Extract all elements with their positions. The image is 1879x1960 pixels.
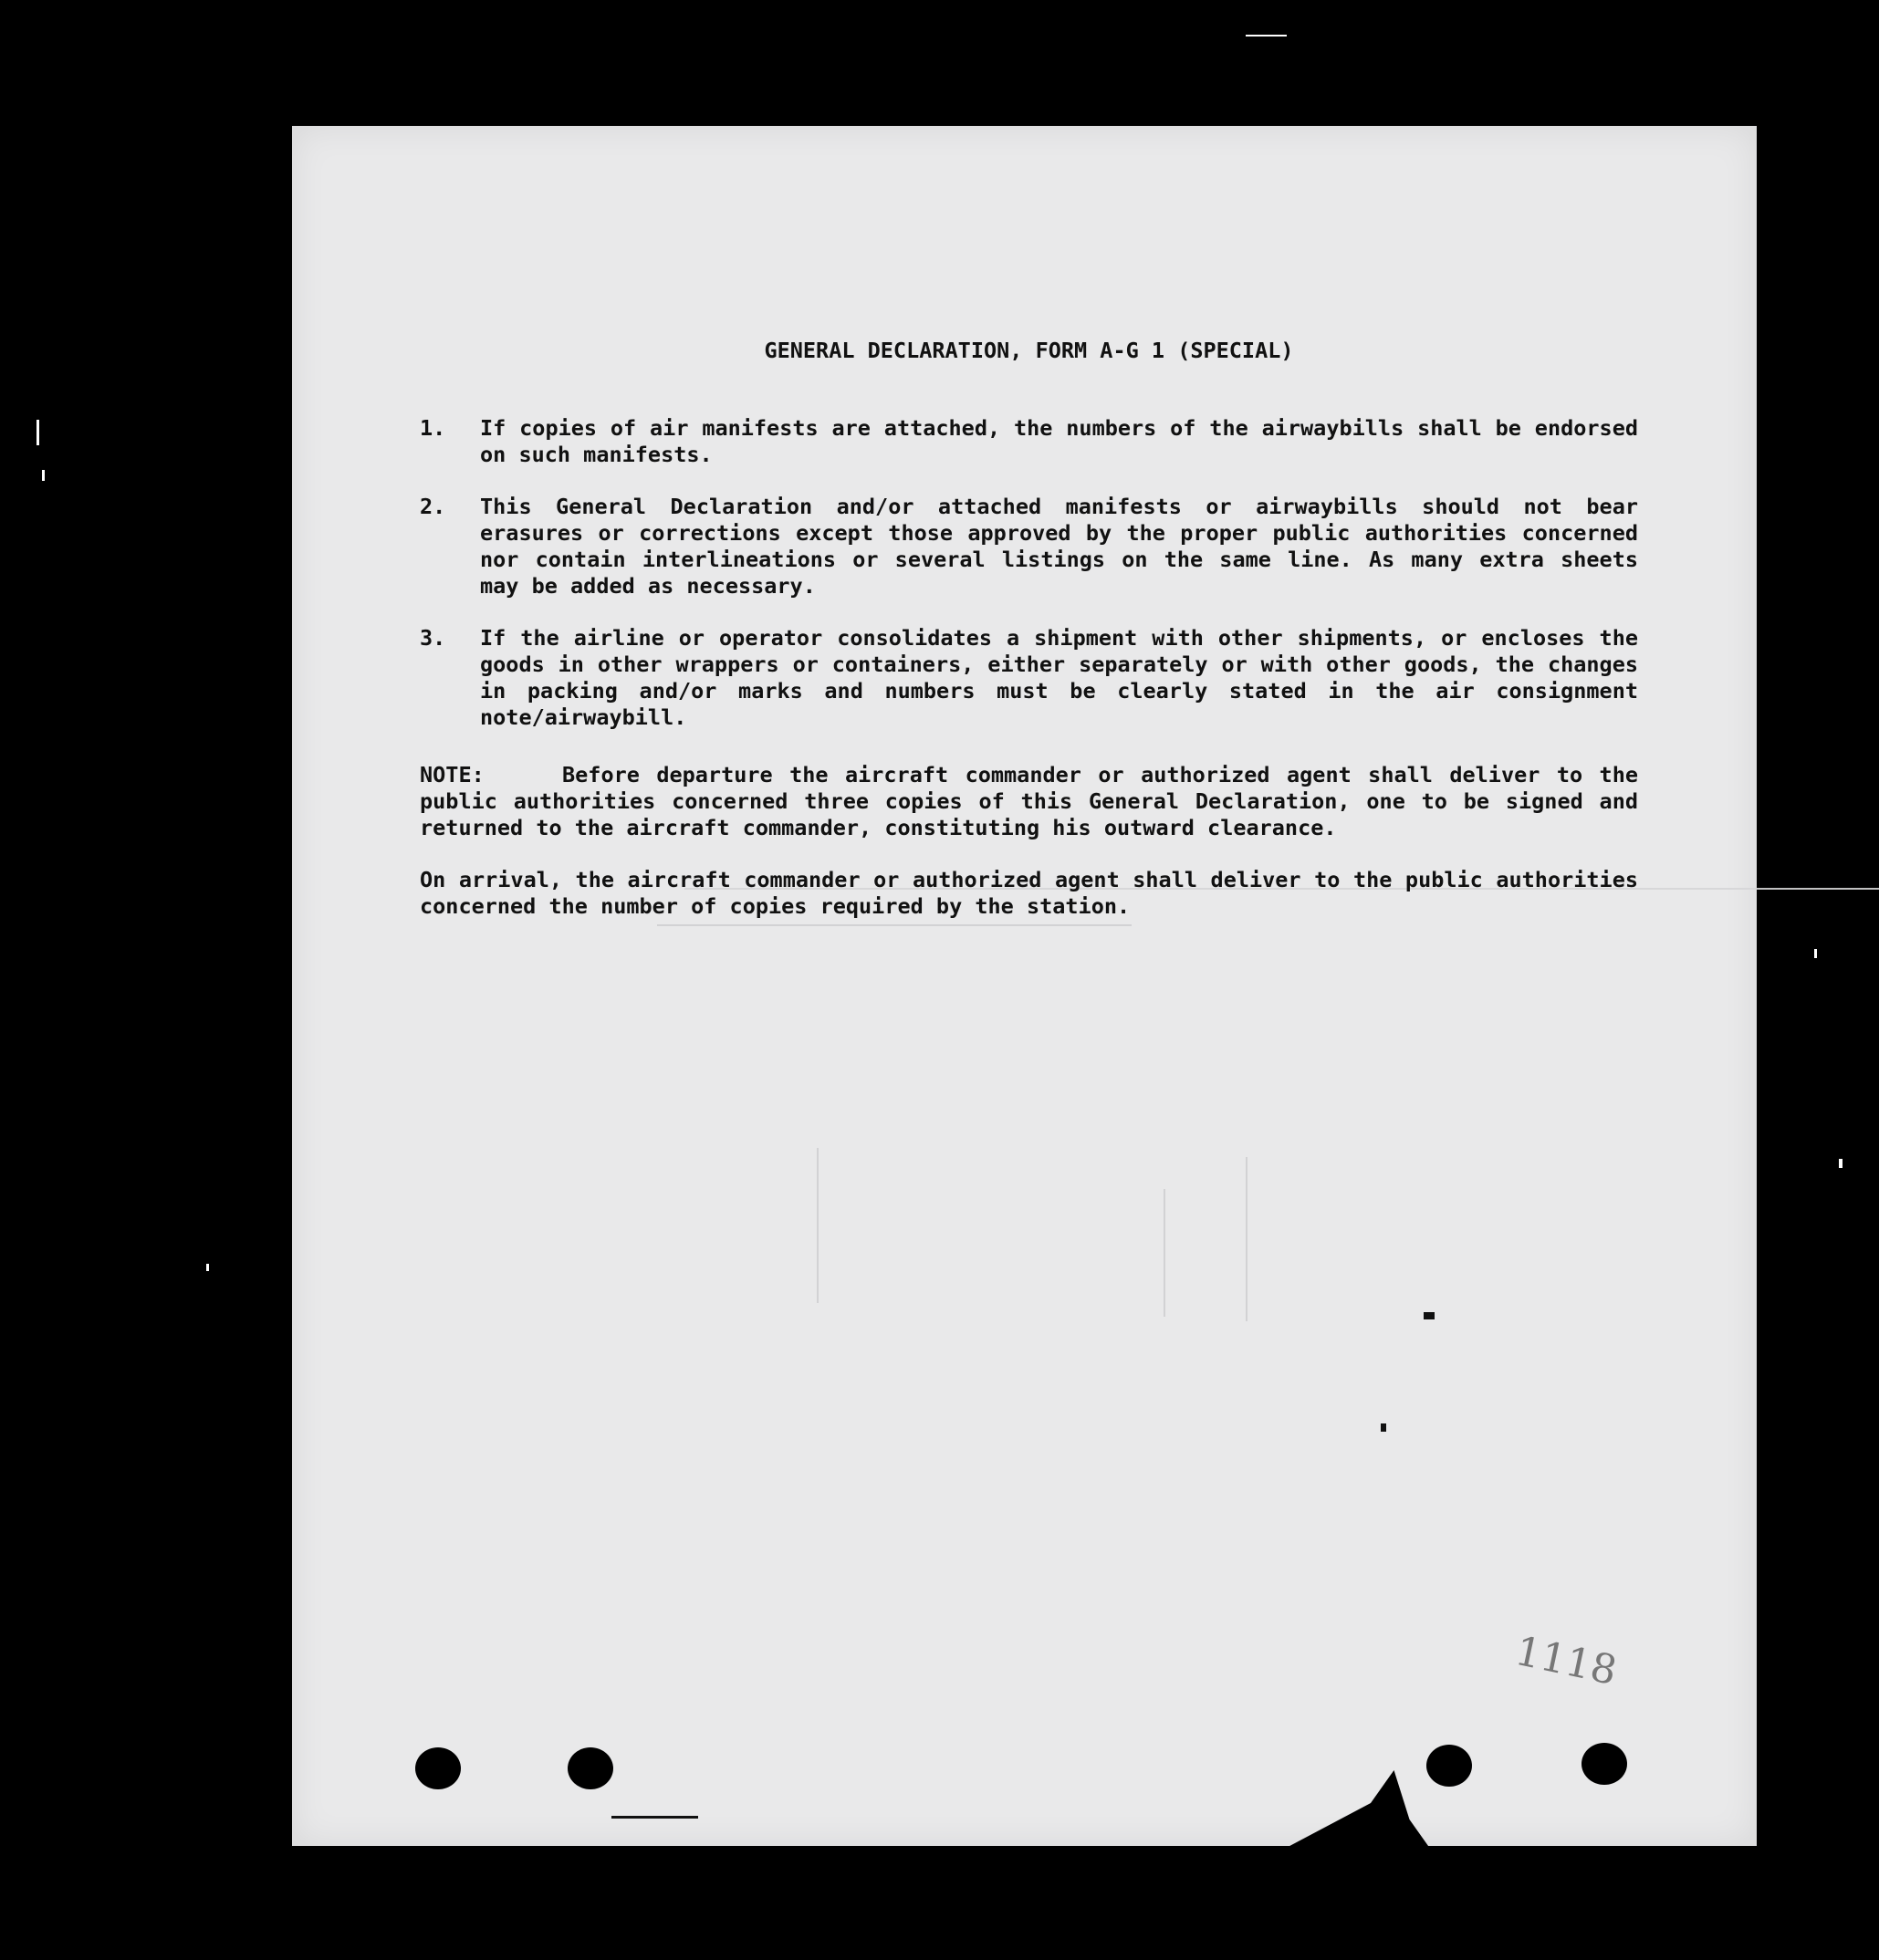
item-number: 2. xyxy=(420,494,446,519)
reverse-side-bleed-line xyxy=(1246,1157,1247,1321)
reverse-side-bleed-box xyxy=(684,888,1879,1382)
list-item xyxy=(420,494,1638,599)
list-item xyxy=(420,415,1638,468)
punch-hole xyxy=(1426,1745,1472,1787)
scan-speck xyxy=(1839,1159,1842,1168)
ink-speck xyxy=(611,1816,698,1819)
list-item xyxy=(420,625,1638,731)
reverse-side-bleed-line xyxy=(817,1148,819,1303)
ink-speck xyxy=(1381,1423,1386,1432)
declaration-text-block xyxy=(420,338,1638,920)
punch-hole xyxy=(1581,1743,1627,1785)
note-paragraph xyxy=(420,762,1638,841)
item-number: 1. xyxy=(420,415,446,441)
handwritten-mark: 1118 xyxy=(1510,1627,1622,1695)
item-text: If copies of air manifests are attached, the numbers of the airwaybills shall be endorsed on such manifests. xyxy=(480,415,1638,467)
scan-speck xyxy=(206,1264,209,1271)
scan-speck xyxy=(37,420,39,445)
arrival-paragraph: On arrival, the aircraft commander or authorized agent shall deliver to the public authorities concerned the number of copies required by the station. xyxy=(420,867,1638,919)
punch-hole xyxy=(568,1747,613,1789)
item-text: This General Declaration and/or attached manifests or airwaybills should not bear erasures or corrections except those approved by the proper public authorities concerned nor contain interlineations or several listings on the same line. As many extra sheets may be added as necessary. xyxy=(480,494,1638,599)
item-number: 3. xyxy=(420,625,446,651)
punch-hole xyxy=(415,1747,461,1789)
scan-speck xyxy=(42,470,45,481)
reverse-side-bleed-line xyxy=(1164,1189,1165,1317)
scan-speck xyxy=(1246,35,1287,36)
item-text: If the airline or operator consolidates a shipment with other shipments, or encloses the goods in other wrappers or containers, either separately or with other goods, the changes in packing and/or marks and numbers must be clearly stated in the air consignment note/airwaybill. xyxy=(480,625,1638,730)
reverse-side-bleed-line xyxy=(657,924,1132,926)
note-label: NOTE: xyxy=(420,762,485,787)
scan-speck xyxy=(1814,949,1817,958)
note-text: Before departure the aircraft commander or authorized agent shall deliver to the public authorities concerned three copies of this General Declaration, one to be signed and returned to the aircraft commander, constituting his outward clearance. xyxy=(420,762,1638,840)
ink-speck xyxy=(1424,1312,1435,1319)
page-title: GENERAL DECLARATION, FORM A-G 1 (SPECIAL) xyxy=(764,338,1294,363)
